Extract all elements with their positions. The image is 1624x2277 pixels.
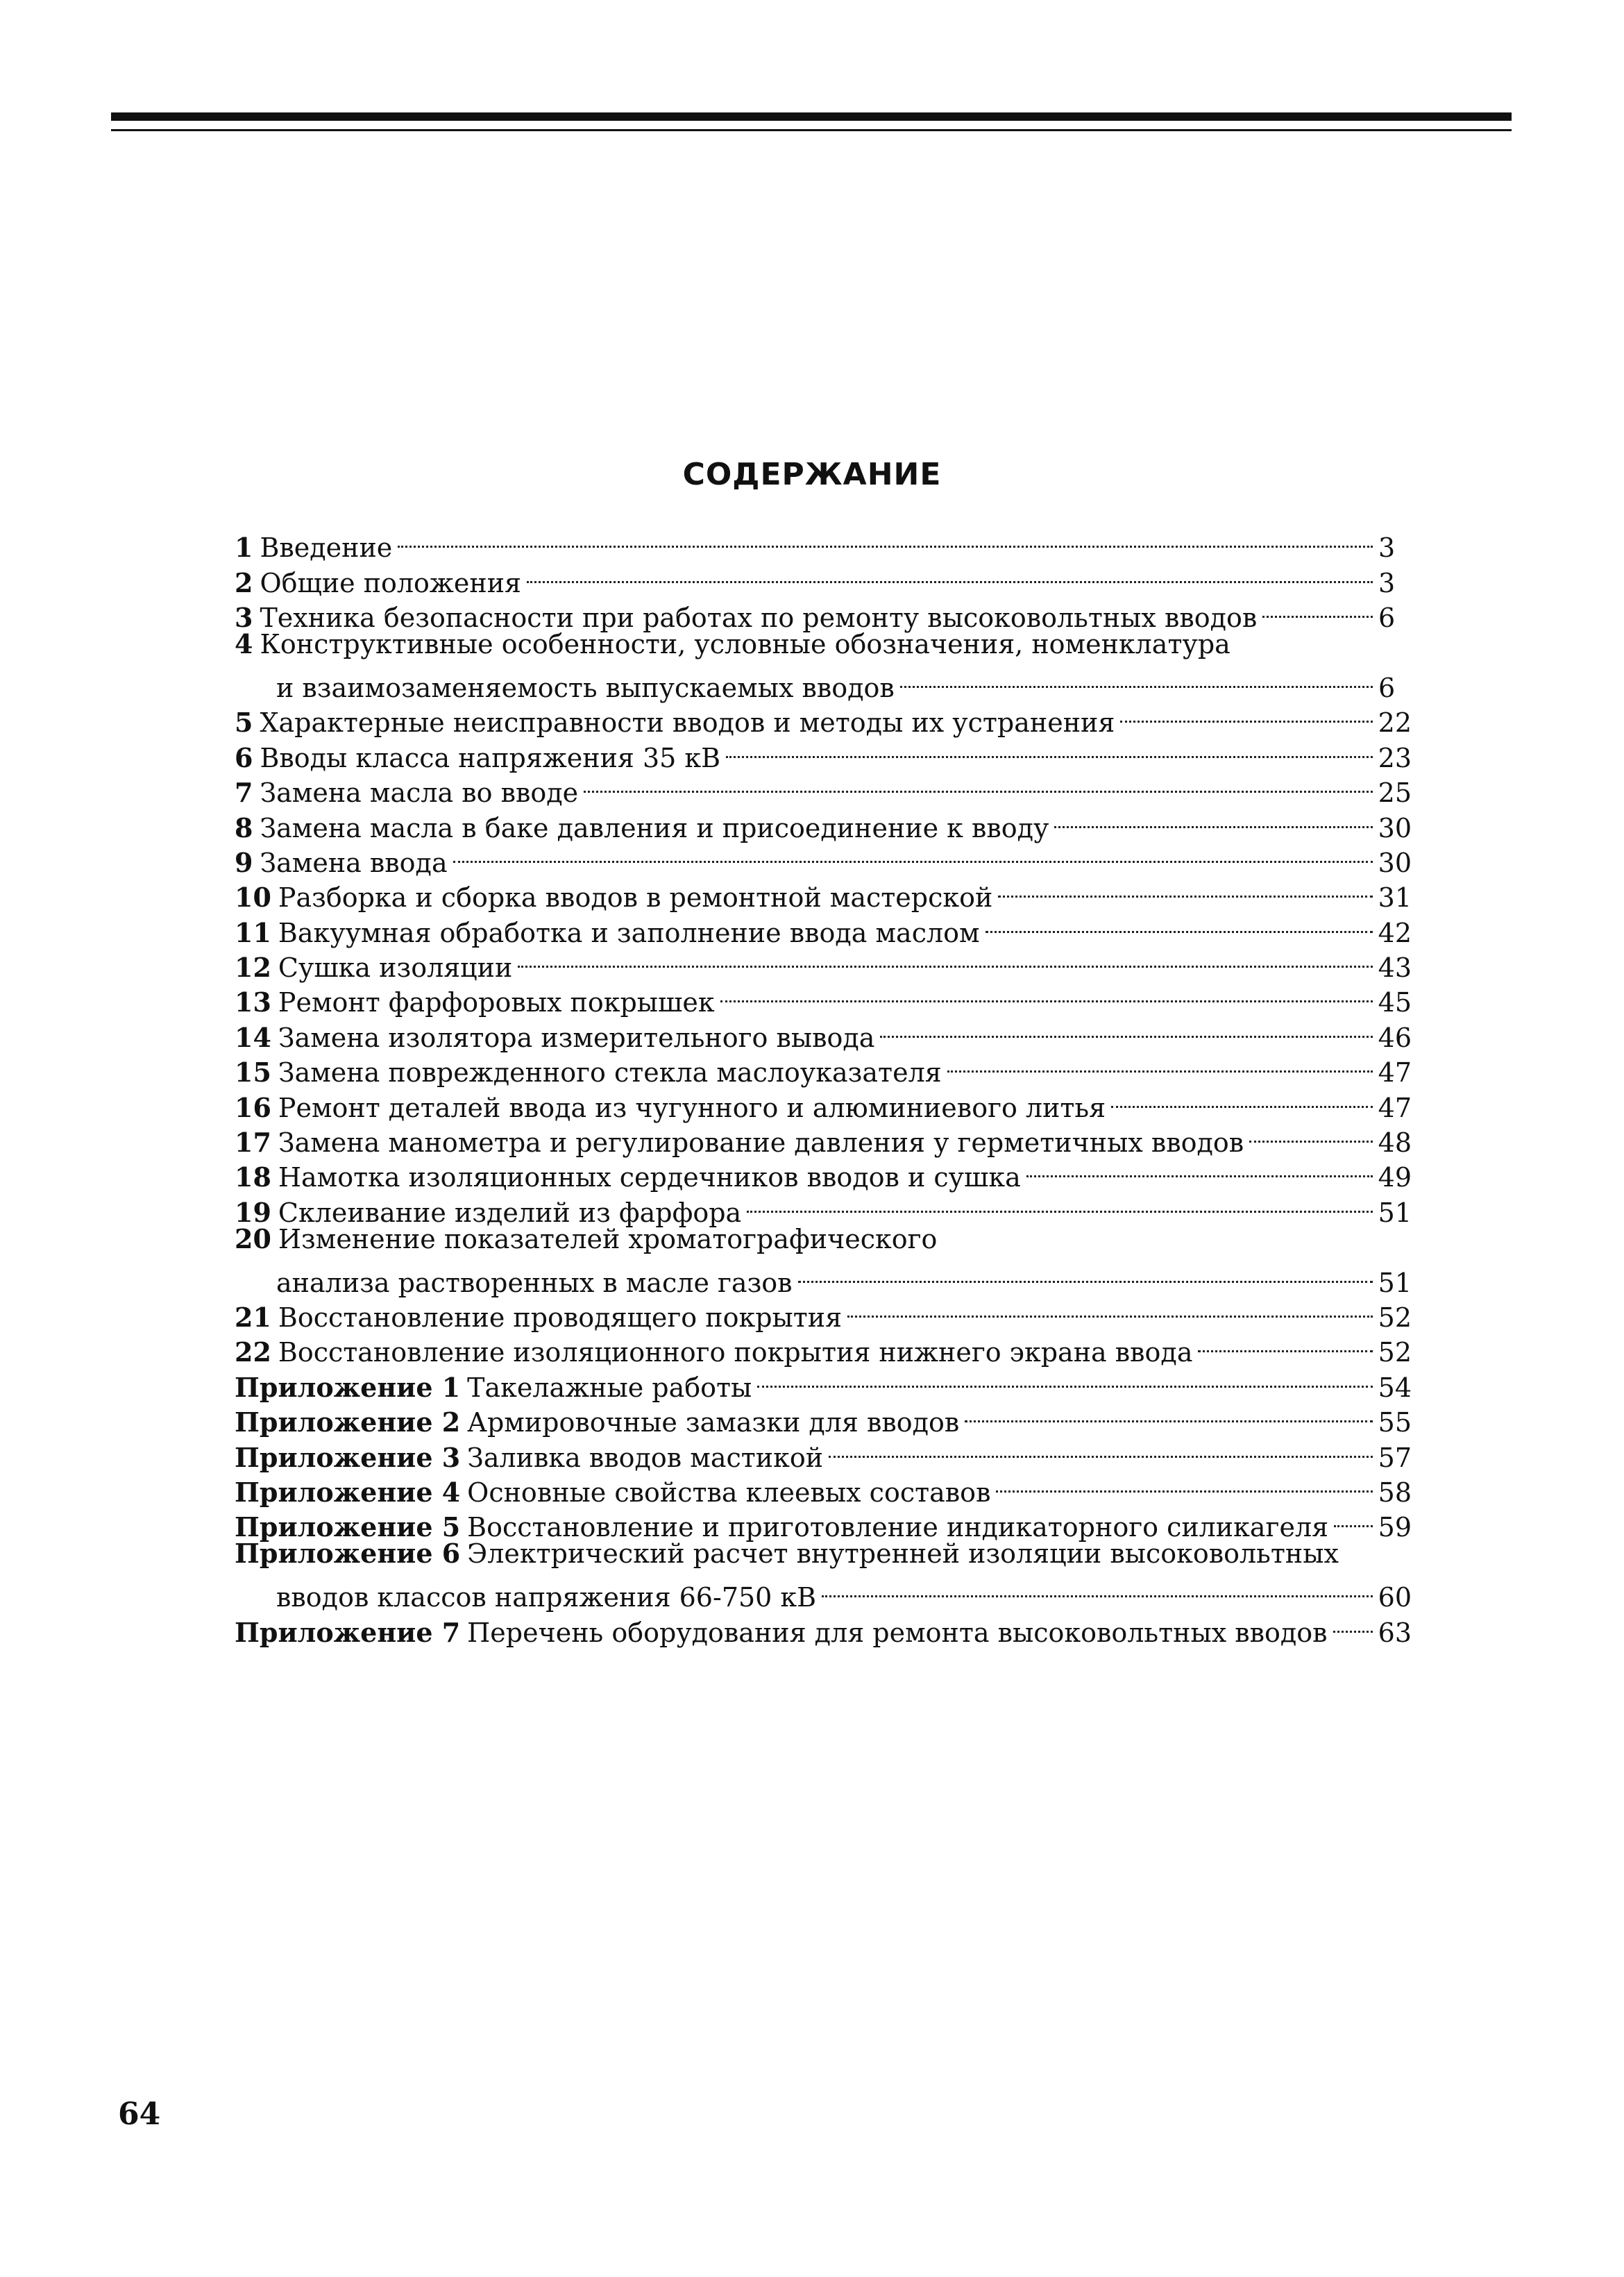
toc-entry-page: 46 <box>1378 1022 1412 1053</box>
toc-entry-page: 30 <box>1378 847 1412 878</box>
toc-entry-title: Основные свойства клеевых составов <box>467 1477 991 1508</box>
toc-dot-leader <box>747 1186 1372 1221</box>
toc-entry-title: Разборка и сборка вводов в ремонтной мастерской <box>278 882 993 914</box>
toc-entry-page: 63 <box>1378 1617 1412 1648</box>
toc-entry-number: 22 <box>235 1336 271 1368</box>
toc-entry-number: Приложение 1 <box>235 1371 461 1403</box>
header-rule-thick <box>111 112 1512 121</box>
toc-entry-title: Такелажные работы <box>467 1372 752 1403</box>
toc-entry-page: 57 <box>1378 1442 1412 1473</box>
toc-entry-page: 48 <box>1378 1127 1412 1159</box>
toc-entry-page: 3 <box>1378 532 1396 564</box>
toc-entry-number: Приложение 2 <box>235 1406 461 1438</box>
toc-dot-leader <box>986 907 1373 941</box>
toc-dot-leader <box>527 557 1373 591</box>
toc-entry-number: 15 <box>235 1057 271 1089</box>
toc-entry-page: 22 <box>1378 707 1412 739</box>
toc-entry-title: Замена изолятора измерительного вывода <box>278 1022 875 1053</box>
toc-dot-leader <box>822 1572 1373 1606</box>
toc-entry-page: 59 <box>1378 1512 1412 1543</box>
toc-entry-page: 43 <box>1378 952 1412 984</box>
toc-entry-title: анализа растворенных в масле газов <box>276 1267 793 1298</box>
toc-dot-leader <box>996 1467 1372 1502</box>
toc-entry-title: Замена поврежденного стекла маслоуказателя <box>278 1057 942 1089</box>
toc-entry-title: Склеивание изделий из фарфора <box>278 1197 742 1228</box>
toc-entry-title: Ремонт деталей ввода из чугунного и алюминиевого литья <box>278 1092 1106 1123</box>
toc-entry-number: Приложение 6 <box>235 1538 461 1570</box>
toc-entry-title: Ремонт фарфоровых покрышек <box>278 987 715 1018</box>
toc-entry <box>235 1222 1412 1257</box>
toc-entry-page: 3 <box>1378 567 1396 598</box>
toc-entry-page: 51 <box>1378 1197 1412 1228</box>
toc-dot-leader <box>453 837 1373 872</box>
toc-entry-page: 31 <box>1378 882 1412 914</box>
toc-entry-page: 23 <box>1378 742 1412 773</box>
toc-entry-number: Приложение 3 <box>235 1441 461 1473</box>
toc-dot-leader <box>398 522 1373 557</box>
toc-dot-leader <box>847 1292 1373 1327</box>
toc-entry-number: 18 <box>235 1161 271 1193</box>
toc-entry-number: Приложение 7 <box>235 1616 461 1648</box>
toc-dot-leader <box>1111 1082 1373 1116</box>
toc-dot-leader <box>1249 1117 1372 1152</box>
toc-entry-page: 42 <box>1378 917 1412 948</box>
toc-entry-title: Восстановление проводящего покрытия <box>278 1302 843 1333</box>
toc-entry-number: 3 <box>235 602 253 634</box>
toc-entry-number: 9 <box>235 846 253 878</box>
table-of-contents <box>235 522 1412 1648</box>
contents-title: СОДЕРЖАНИЕ <box>682 457 942 492</box>
toc-entry-number: 10 <box>235 882 271 914</box>
toc-entry-page: 25 <box>1378 778 1412 809</box>
toc-dot-leader <box>584 767 1372 802</box>
toc-entry-title: Техника безопасности при работах по ремонту высоковольтных вводов <box>260 603 1258 634</box>
toc-entry-page: 52 <box>1378 1337 1412 1368</box>
toc-dot-leader <box>1120 697 1372 732</box>
toc-entry-title: Вакуумная обработка и заполнение ввода маслом <box>278 917 980 948</box>
toc-entry-number: 6 <box>235 741 253 773</box>
toc-entry <box>235 557 1412 598</box>
toc-dot-leader <box>829 1431 1373 1466</box>
toc-dot-leader <box>1026 1152 1373 1186</box>
toc-entry <box>235 662 1412 703</box>
toc-entry-title: Замена манометра и регулирование давления у герметичных вводов <box>278 1127 1244 1159</box>
toc-entry-title: Замена масла в баке давления и присоединение к вводу <box>260 812 1049 843</box>
header-rule-thin <box>111 129 1512 131</box>
toc-entry-number: 20 <box>235 1222 271 1254</box>
toc-dot-leader <box>720 977 1373 1011</box>
toc-dot-leader <box>757 1361 1372 1396</box>
toc-dot-leader <box>798 1257 1373 1291</box>
toc-entry-number: 12 <box>235 952 271 984</box>
toc-entry-title: Замена масла во вводе <box>260 778 579 809</box>
toc-dot-leader <box>726 732 1373 766</box>
toc-entry-page: 30 <box>1378 812 1412 843</box>
toc-dot-leader <box>1198 1327 1372 1361</box>
toc-entry-page: 47 <box>1378 1092 1412 1123</box>
toc-entry-number: 4 <box>235 628 253 660</box>
toc-entry-title: Введение <box>260 532 393 564</box>
toc-dot-leader <box>998 872 1372 907</box>
toc-entry <box>235 1572 1412 1613</box>
toc-entry-title: Восстановление изоляционного покрытия нижнего экрана ввода <box>278 1337 1193 1368</box>
toc-dot-leader <box>947 1047 1373 1082</box>
toc-entry-title: вводов классов напряжения 66-750 кВ <box>276 1582 817 1613</box>
toc-entry-number: 17 <box>235 1127 271 1159</box>
toc-dot-leader <box>518 942 1372 977</box>
toc-entry-title: Сушка изоляции <box>278 952 513 984</box>
toc-entry-number: 16 <box>235 1091 271 1123</box>
toc-entry-number: 2 <box>235 566 253 598</box>
toc-dot-leader <box>900 662 1373 697</box>
page-number: 64 <box>118 2097 161 2132</box>
toc-entry-page: 60 <box>1378 1582 1412 1613</box>
toc-entry-title: Конструктивные особенности, условные обозначения, номенклатура <box>260 629 1230 660</box>
toc-dot-leader <box>965 1397 1372 1431</box>
toc-entry-page: 55 <box>1378 1407 1412 1438</box>
toc-entry-title: Армировочные замазки для вводов <box>467 1407 960 1438</box>
toc-entry-title: Электрический расчет внутренней изоляции высоковольтных <box>467 1538 1339 1570</box>
toc-entry-number: 5 <box>235 707 253 739</box>
toc-entry-number: Приложение 5 <box>235 1511 461 1543</box>
toc-dot-leader <box>1262 592 1373 627</box>
toc-dot-leader <box>1333 1606 1373 1641</box>
toc-entry-title: Восстановление и приготовление индикаторного силикагеля <box>467 1512 1329 1543</box>
toc-entry-number: 13 <box>235 986 271 1018</box>
toc-entry-number: 8 <box>235 812 253 843</box>
toc-entry-number: 1 <box>235 532 253 564</box>
toc-entry-page: 47 <box>1378 1057 1412 1089</box>
toc-entry-number: 7 <box>235 777 253 809</box>
toc-entry-title: Изменение показателей хроматографического <box>278 1223 938 1254</box>
toc-entry-number: 19 <box>235 1196 271 1228</box>
toc-entry-page: 49 <box>1378 1162 1412 1193</box>
toc-dot-leader <box>1334 1502 1373 1536</box>
toc-dot-leader <box>880 1011 1372 1046</box>
toc-entry-title: Перечень оборудования для ремонта высоковольтных вводов <box>467 1617 1328 1648</box>
toc-entry-page: 58 <box>1378 1477 1412 1508</box>
toc-entry-page: 51 <box>1378 1267 1412 1298</box>
toc-entry-title: Характерные неисправности вводов и методы их устранения <box>260 707 1115 739</box>
toc-entry <box>235 522 1412 564</box>
toc-entry-title: Вводы класса напряжения 35 кВ <box>260 742 721 773</box>
toc-entry-page: 6 <box>1378 672 1396 703</box>
toc-entry-page: 45 <box>1378 987 1412 1018</box>
toc-entry-title: Замена ввода <box>260 847 448 878</box>
toc-entry <box>235 1257 1412 1298</box>
toc-entry-number: 14 <box>235 1021 271 1053</box>
toc-entry <box>235 1536 1412 1571</box>
toc-entry-title: Намотка изоляционных сердечников вводов и сушка <box>278 1162 1021 1193</box>
toc-entry-page: 6 <box>1378 603 1396 634</box>
toc-entry-number: 21 <box>235 1301 271 1333</box>
toc-entry-title: Заливка вводов мастикой <box>467 1442 824 1473</box>
toc-entry-title: и взаимозаменяемость выпускаемых вводов <box>276 672 895 703</box>
toc-entry-title: Общие положения <box>260 567 522 598</box>
toc-entry-number: 11 <box>235 916 271 948</box>
toc-entry-number: Приложение 4 <box>235 1476 461 1508</box>
toc-entry-page: 52 <box>1378 1302 1412 1333</box>
toc-entry-page: 54 <box>1378 1372 1412 1403</box>
toc-dot-leader <box>1054 802 1372 837</box>
